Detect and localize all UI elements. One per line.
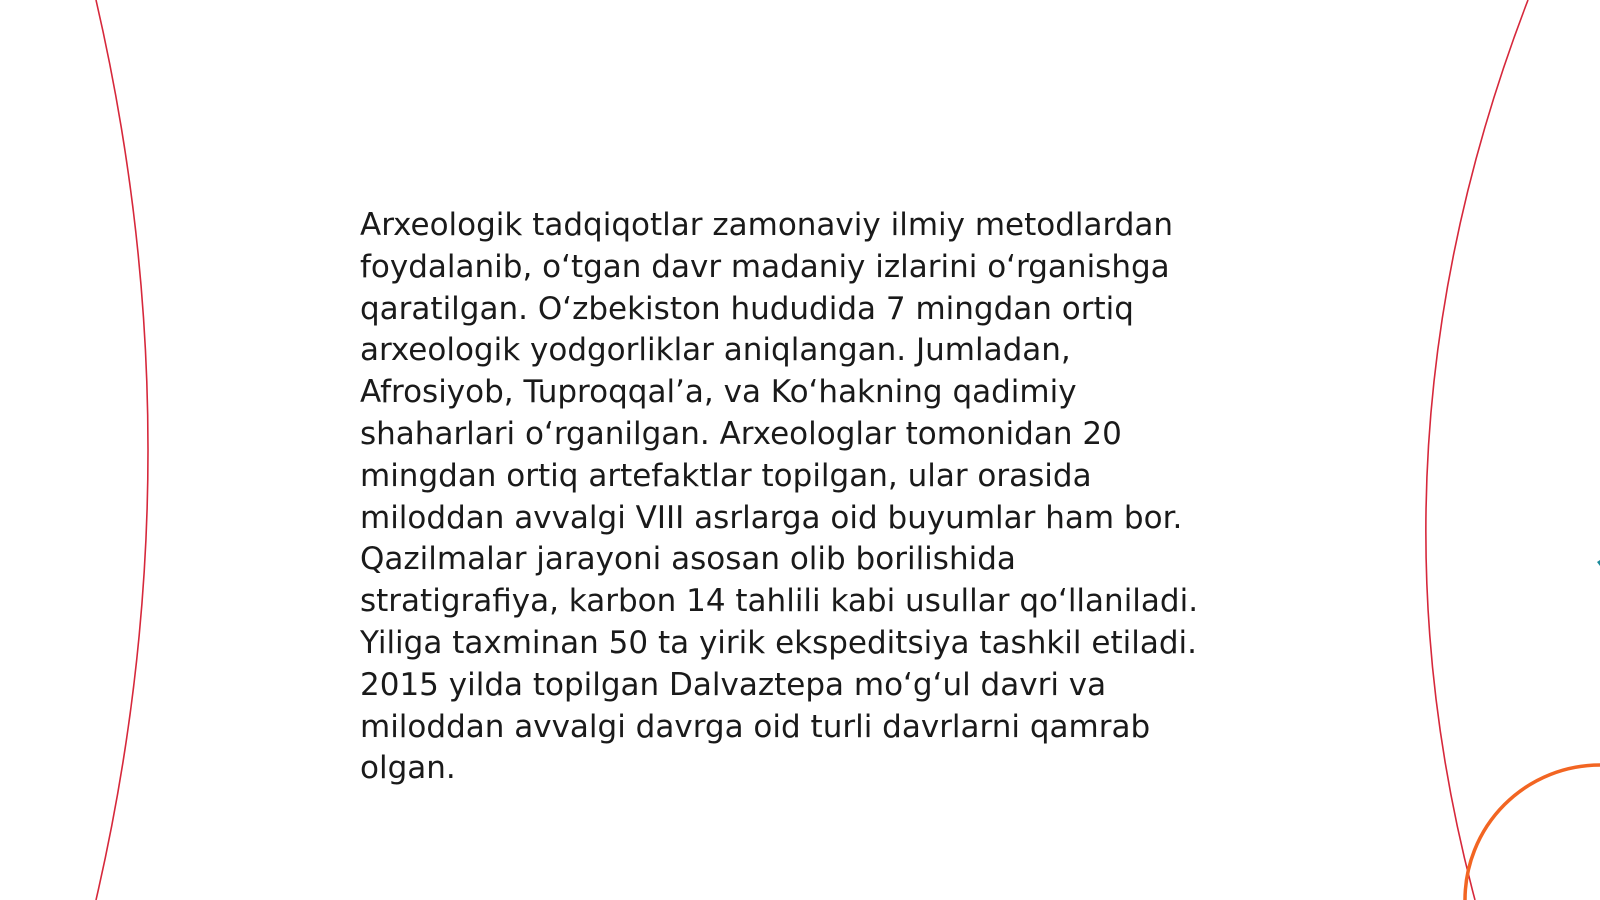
body-paragraph: Arxeologik tadqiqotlar zamonaviy ilmiy metodlardan foydalanib, o‘tgan davr madaniy izlarini o‘rganishga qaratilgan. O‘zbekiston hududida 7 mingdan ortiq arxeologik yodgorliklar aniqlangan. Jumladan, Afrosiyob, Tuproqqal’a, va Ko‘hakning qadimiy shaharlari o‘rganilgan. Arxeologlar tomonidan 20 mingdan ortiq artefaktlar topilgan, ular orasida miloddan avvalgi VIII asrlarga oid buyumlar ham bor. Qazilmalar jarayoni asosan olib borilishida stratigrafiya, karbon 14 tahlili kabi usullar qo‘llaniladi. Yiliga taxminan 50 ta yirik ekspeditsiya tashkil etiladi. 2015 yilda topilgan Dalvaztepa mo‘g‘ul davri va miloddan avvalgi davrga oid turli davrlarni qamrab olgan.	[360, 207, 1199, 787]
orange-decorative-circle	[1465, 765, 1600, 900]
right-decorative-curve	[1426, 0, 1528, 900]
left-decorative-curve	[96, 0, 148, 900]
